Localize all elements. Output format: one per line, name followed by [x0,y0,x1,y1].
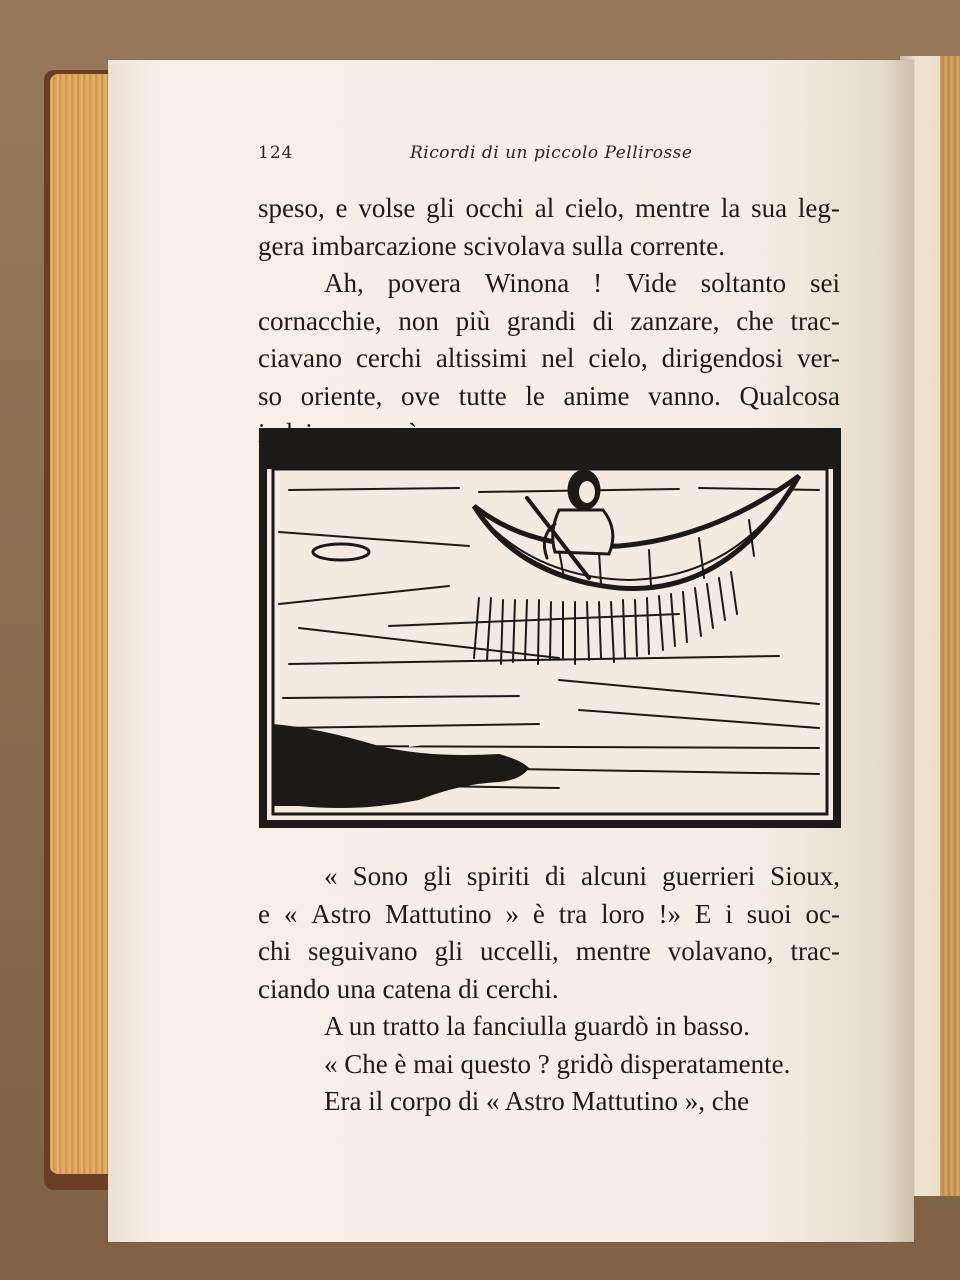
running-title: Ricordi di un piccolo Pellirosse [410,143,693,163]
text-line: speso, e volse gli occhi al cielo, mentre la sua leg- [258,193,840,223]
text-line: « Sono gli spiriti di alcuni guerrieri Sioux, [324,861,840,891]
book-page-edges [50,74,114,1174]
text-line: gera imbarcazione scivolava sulla corrente. [258,230,726,261]
text-line: chi seguivano gli uccelli, mentre volavano, trac- [258,936,840,966]
text-line: Era il corpo di « Astro Mattutino », che [324,1086,750,1116]
text-line: cornacchie, non più grandi di zanzare, che trac- [258,305,840,336]
text-line: so oriente, ove tutte le anime vanno. Qualcosa [258,380,840,411]
text-line: ciavano cerchi altissimi nel cielo, dirigendosi ver- [258,343,840,373]
text-block-top [258,190,840,453]
text-line: « Che è mai questo ? gridò disperatamente. [324,1048,791,1079]
text-line: A un tratto la fanciulla guardò in basso. [324,1011,750,1041]
canoe-illustration [259,428,841,828]
running-head [258,143,838,167]
text-line: Ah, povera Winona ! Vide soltanto sei [324,268,840,298]
text-line: ciando una catena di cerchi. [258,973,559,1004]
text-line: e « Astro Mattutino » è tra loro !» E i suoi oc- [258,898,840,929]
page-number: 124 [258,143,294,163]
text-block-bottom [258,858,840,1121]
facing-page-edges [940,56,960,1196]
